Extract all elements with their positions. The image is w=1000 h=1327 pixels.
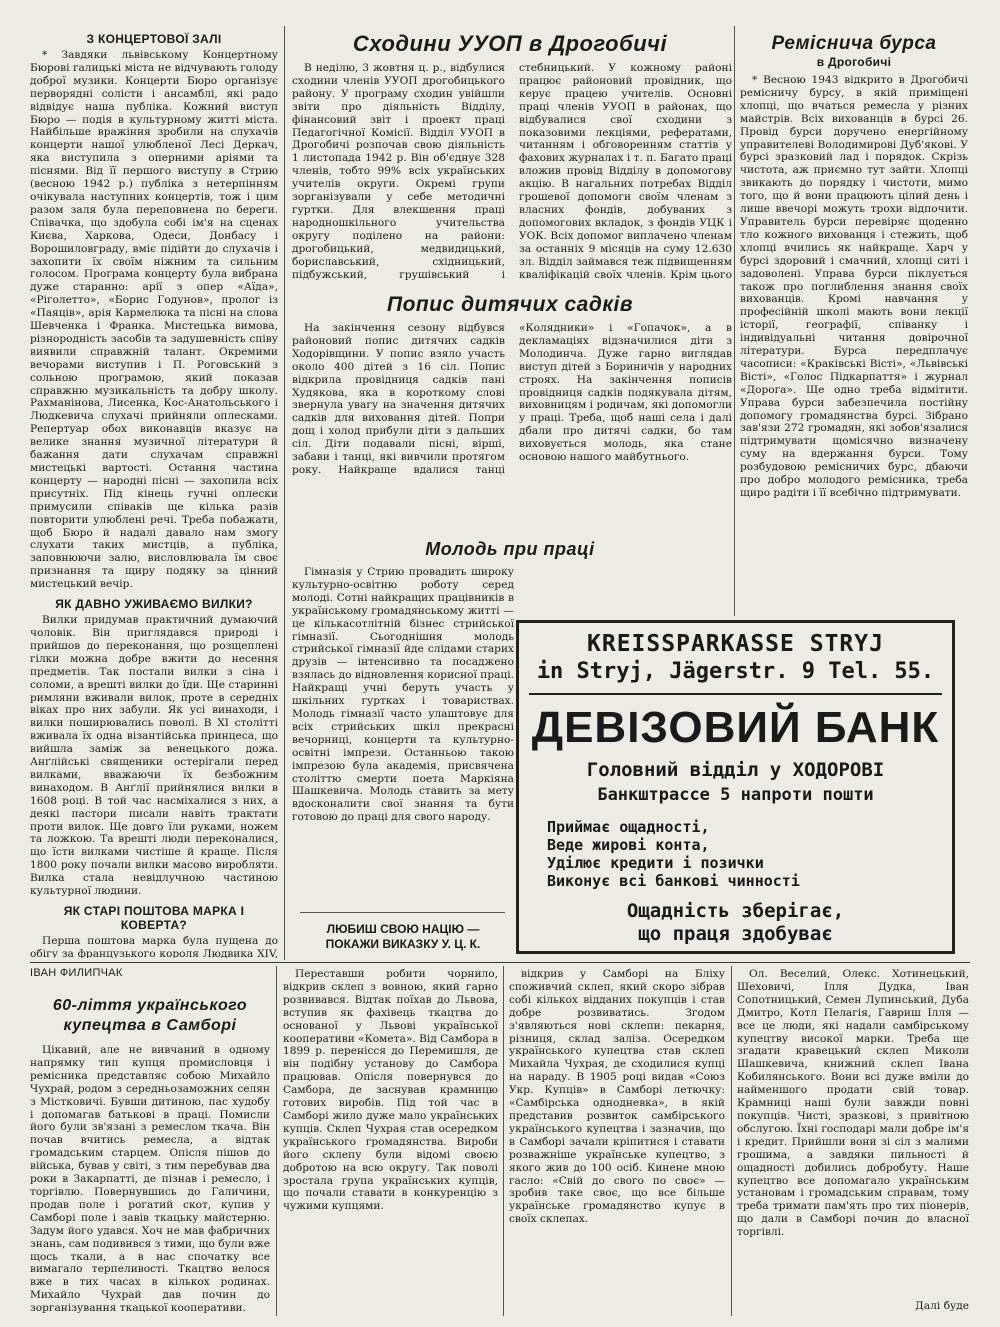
column-divider [734,26,735,616]
kupetstvo-text-4: Ол. Веселий, Олекс. Хотинецький, Шеховичі, Ілля Дудка, Іван Сопотницький, Семен Лупинський, Дуба Дмитро, Котл Пелагія, Гавриш Ілля — все це люди, які надали самбірському купецтву високої марки. Треба ще згадати кравецький склеп Миколи Шашкевича, книжний склеп Івана Кобилянського. Вони всі дуже вміли до найменшого продати свій товар. Крамниці наші були завжди повні покупців. Чисті, зразкові, з привітною обслугою. Їхні господарі мали добре ім'я і кредит. Прийшли вони зі сіл з малими грошима, а завдяки пильності й ощадності добились добробуту. Наше купецтво все допомагало українським установам і громадським справам, тому треба тримати пам'ять про тих піонерів, що дали в Самборі почин до власної торгівлі. [737,968,969,1239]
bank-advertisement [516,620,955,954]
kupetstvo-text-3: відкрив у Самборі на Бліху споживчий склеп, який скоро зібрав собі кількох відданих покупців і став добре розвиватись. Згодом з'являються нові склепи: пекарня, різниця, склад заліза. Осередком українського купецтва став склеп Михайла Чухрая, де сходилися купці на нараду. В 1905 році видав «Союз Укр. Купців» в Самборі летючку: «Самбірська однодневка», в якій представив розвиток самбірського українського купецтва і зазначив, що в Самборі зачали кріпитися і ставати розважніше українське купецтво, з якого жив до 100 осіб. Кинене мною гасло: «Свій до свого по своє» — зробив таке своє, що все більше українське громадянство купує в своїх склепах. [509,968,725,1226]
forks-article-body: Вилки придумав практичний думаючий чоловік. Він приглядався природі і прийшов до переконання, що розщеплені гілки можна добре вжити до несення предметів. Так постали вилки з сіна і соломи, а врешті вилки до їди. Ще старинні римляни вживали вилок, проте в середніх віках про них забули. Як усі винаходи, і вилки поширювались поволі. В ХІ столітті вживала їх одна візантійська принцеса, що вийшла заміж за венецького дожа. Анґлійські священики остерігали перед вилками, вважаючи їх безбожним винаходом. В Анґлії прийнялися вилки в 1608 році. В той час насміхалися з них, а деякі пастори писали навіть трактати проти вилок. Ще довго їли руками, ножем та ложкою. Та врешті люди переконалися, що їсти вилками чистіше й краще. Після 1800 року почали вилки масово виробляти. Вилка стала невідлучною частиною культурної людини. [30,614,278,898]
concert-article-body: * Завдяки львівському Концертному Бюрові галицькі міста не відчувають голоду доброї музики. Концерти Бюро організує перворядні солісти і ансамблі, які радо відвідує наша публіка. Кожний виступ Бюро — подія в культурному житті міста. Найбільше вражіння зробили на слухачів концерти нашої улюбленої Лесі Деркач, яка виступила з оперними аріями та піснями. Від її першого виступу в Стрию (весною 1942 р.) публіка з нетерпінням очікувала наступних концертів, тож і цим разом заля була переповнена по береги. Співачка, що здобула собі ім'я на сценах Києва, Харкова, Одеси, Донбасу і Ворошиловграду, вміє підійти до слухачів і захопити їх своїм ніжним та сильним голосом. Програма концерту була вибрана дуже старанно: арії з опер «Аїда», «Ріголетто», «Борис Годунов», пролог із «Паяців», арія Кармелюка та пісні на слова Шевченка і Франка. Мистецька вимова, різнородність засобів та задушевність співу виявили справжній талант. Окремими вечорами виступив і П. Роговський з сольною програмою, який показав справжню музикальність та добру школу. Рахманінова, Лисенка, Кос-Анатольського і Людкевича слухачі прийняли оплесками. Репертуар обох виконавців вказує на велике знання музичної літератури й бажання дати слухачам справжні мистецькі вартості. Остання частина концерту — народні пісні — захопила всіх присутніх. Під кінець гучні оплески примусили співаків ще кілька разів повторити улюблені речі. Треба побажати, щоб Бюро й надалі давало нам змогу слухати таких мистців, а публіка, заповнюючи залю, висловлювала їм своє признання та щиру подяку за цінний мистецький вечір. [30,49,278,591]
section-divider [30,962,970,963]
bursa-heading: Реміснича бурса [771,33,937,54]
left-column [30,28,278,958]
kupetstvo-column-2 [283,968,498,1314]
uuop-heading: Сходини УУОП в Дрогобичі [352,31,668,56]
continued-note: Далі буде [915,1300,969,1312]
bank-motto-1: Ощадність зберігає, [626,900,845,922]
column-divider [276,966,277,1316]
bursa-article [740,74,968,612]
bursa-article-body: * Весною 1943 відкрито в Дрогобичі ремісничу бурсу, в якій приміщені хлопці, що вчаться ремесла у різних майстрів. Всіх вихованців в бурсі 26. Провід бурси доручено енергійному управителеві Володимирові Дуб'якові. У бурсі зразковий лад і порядок. Скрізь чистота, аж приємно тут зайти. Хлопці звикають до порядку і чистоти, мимо того, що й вони працюють цілий день і лише ввечорі можуть трохи відпочити. Управитель бурси перевіряє щоденно тло кожного вихованця і стежить, щоб хлопці вчились як найкраще. Харч у бурсі здоровий і смачний, хлопці ситі і задоволені. Управа бурси піклується також про поглиблення знання своїх вихованців. Кромі навчання у професійній школі мають вони лекції історії, географії, співанку і індивідуальні читання довірочної літератури. Бурса передплачує часописи: «Краківські Вісті», «Львівські Вісті», «Голос Підкарпаття» і журнал «Дорога». Ще одно треба відмітити. Управа бурси забезпечила постійну допомогу громадянства бурсі. Зібрано зав'язи 272 громадян, які зобов'язалися підтримувати щомісячно визначену суму на вдержання бурси. Тому розбудовою ремісничих бурс, дбаючи про добро молодого ремісника, треба щиро радіти і її всебічно підтримувати. [740,74,968,499]
kindergarten-article-body: На закінчення сезону відбувся районовий попис дитячих садків Ходорівщини. У попис взяло участь около 400 дітей з 16 сіл. Попис відкрила провідниця садків пані Худякова, яка в короткому слові звернула увагу на значення дитячих садків для виховання дітей. Попри дощ і холод прибули діти з дальших сіл. Діти подавали пісні, вірші, забави і танці, які вивчили протягом року. Найкраще вдалися танці «Колядники» і «Гопачок», а в декламаціях відзначилися діти з Молодинча. Дуже гарно виглядав виступ дітей з Бориничів у народних строях. На закінчення пописів провідниця садків подякувала дітям, виховницям і родичам, які допомогли у праці. Треба, щоб наші села і далі дбали про дитячі садки, бо там виховується молодь, яка стане основою нашого майбутнього. [292,322,732,476]
uuop-article [292,62,732,290]
bursa-subheading: в Дрогобичі [816,55,892,69]
sparkasse-address: in Stryj, Jägerstr. 9 Tel. 55. [536,659,935,684]
column-divider [503,966,504,1316]
column-divider [731,966,732,1316]
kindergarten-heading: Попис дитячих садків [386,293,634,316]
slogan-line-1: ЛЮБИШ СВОЮ НАЦІЮ — [326,922,480,936]
kindergarten-article [292,322,732,534]
ad-divider [529,693,942,695]
stamp-heading: ЯК СТАРІ ПОШТОВА МАРКА І КОВЕРТА? [63,904,245,932]
bank-branch: Головний відділ у ХОДОРОВІ [586,759,885,781]
slogan-rule [300,912,505,913]
kupetstvo-text-1: Цікавий, але не вивчаний в одному напрямку тип купця промисловця і ремісника представляє собою Михайло Чухрай, родом з середньозаможних селян з Містковичі. Бувши дитиною, пас худобу і допомагав батькові в праці. Помисли його були зв'язані з ремеслом ткача. Він почав вчитись ремесла, а відтак громадським старцем. Опісля пішов до війська, бував у світі, з тим перебував два роки в Закарпатті, де пізнав і ремесло, і торгівлю. Повернувшись до Галичини, продав поле і рогатий скот, купив у Самборі поле і завів ткацьку майстерню. Задум його удався. Хоч не мав фабричних знань, сам подивився з тими, що були вже щось ткали, а в нас спочатку все вимагало терпеливості. Ткацтво велося вже в тих часах в кількох родинах. Михайло Чухрай дав почин до зорганізування ткацької кооперативи. [30,1044,270,1314]
concert-heading: З КОНЦЕРТОВОЇ ЗАЛІ [86,32,222,46]
kupetstvo-heading-line-2: купецтва в Самборі [63,1017,237,1034]
youth-article-body: Гімназія у Стрию провадить широку культурно-освітню роботу серед молоді. Сотні найкращих працівників в українському громадянському житті — це кількасотлітній бізнес стрийської гімназії. Сьогоднішня молодь стрийської гімназії йде слідами старих друзів — інтенсивно та посаджено взялась до відновлення корисної праці. Найкращі учні беруть участь у шкільних гуртках і товариствах. Молодь гімназії часто улаштовує для всіх стрийських шкіл прекрасні вечорниці, концерти та культурно-освітні імпрези. Останньою такою імпрезою була академія, присвячена століттю смерти поета Маркіяна Шашкевича. Молодь ставить за мету вдосконалити свої знання та бути готовою до праці для свого народу. [292,566,514,824]
bank-service-3: Уділює кредити і позички [547,854,764,872]
bank-service-1: Приймає ощадності, [547,818,710,836]
bank-address: Банкштрассе 5 напроти пошти [597,785,874,805]
column-divider [284,26,285,960]
sparkasse-name: KREISSPARKASSE STRYJ [587,631,884,657]
patriotic-slogan [292,922,514,952]
youth-heading: Молодь при праці [425,539,595,559]
bank-motto-2: що праця здобуває [638,923,833,945]
stamp-article-body: Перша поштова марка була пущена до обігу за французького короля Людвика XIV, [30,935,278,958]
bank-name: ДЕВІЗОВИЙ БАНК [531,703,940,752]
forks-heading: ЯК ДАВНО УЖИВАЄМО ВИЛКИ? [55,597,253,612]
uuop-article-body: В неділю, 3 жовтня ц. р., відбулися сходини членів УУОП дрогобицького району. У програму сходин увійшли звіти про діяльність Відділу, фінансовий звіт і проект праці Педагогічної Комісії. Відділ УУОП в Дрогобичі розпочав свою діяльність 1 листопада 1942 р. Він об'єднує 328 членів, тобто 99% всіх українських учителів округи. Окремі групи зорганізували у себе методичні гуртки. Для влекшення праці народношкільного учительства округу поділено на райони: дрогобицький, медвидицький, бориславський, східницький, підбужський, грушівський і стебницький. У кожному районі працює районовий провідник, що керує працею учителів. Основні праці членів УУОП в районах, що відбувалися свої сходини з показовими лекціями, рефератами, читанням і обговоренням статтів у фахових журналах і т. п. Багато праці вложив провід Відділу в допомогову акцію. В нагальних потребах Відділ грошевої допомоги своїм членам з власних фондів, добуваних з допомогових вкладок, з фондів УЦК і УОК. Всіх допомог виплачено членам за останніх 9 місяців на суму 12.630 зл. Відділ займався теж підвищенням кваліфікацій своїх членів. Крім цього [292,62,732,281]
bank-service-2: Веде жирові конта, [547,836,710,854]
youth-article [292,566,514,906]
kupetstvo-column-1 [30,1044,270,1314]
kupetstvo-column-4 [737,968,969,1298]
kupetstvo-heading-line-1: 60-ліття українського [52,997,248,1014]
bank-service-4: Виконує всі банкові чинності [547,872,800,890]
article-author: ІВАН ФИЛИПЧАК [30,967,123,979]
kupetstvo-text-2: Переставши робити чорнило, відкрив склеп з вовною, який гарно розвивався. Відтак поїхав до Львова, вступив як фахівець ткацтва до основаної у Львові української кооперативи «Комета». Від Самбора в 1899 р. перенісся до Перемишля, де він подібну установу до Самбора працював. Опісля повернувся до Самбора, де заснував крамницю готових виробів. Під той час в Самборі жило дуже мало українських купців. Склеп Чухрая став осередком українського громадянства. Вироби його склепу були відомі своєю добротою на всю округу. Так поволі зростала група українських купців, що почали ставати в конкуренцію з чужими купцями. [283,968,498,1213]
slogan-line-2: ПОКАЖИ ВИКАЗКУ У. Ц. К. [325,937,481,951]
kupetstvo-column-3 [509,968,725,1314]
